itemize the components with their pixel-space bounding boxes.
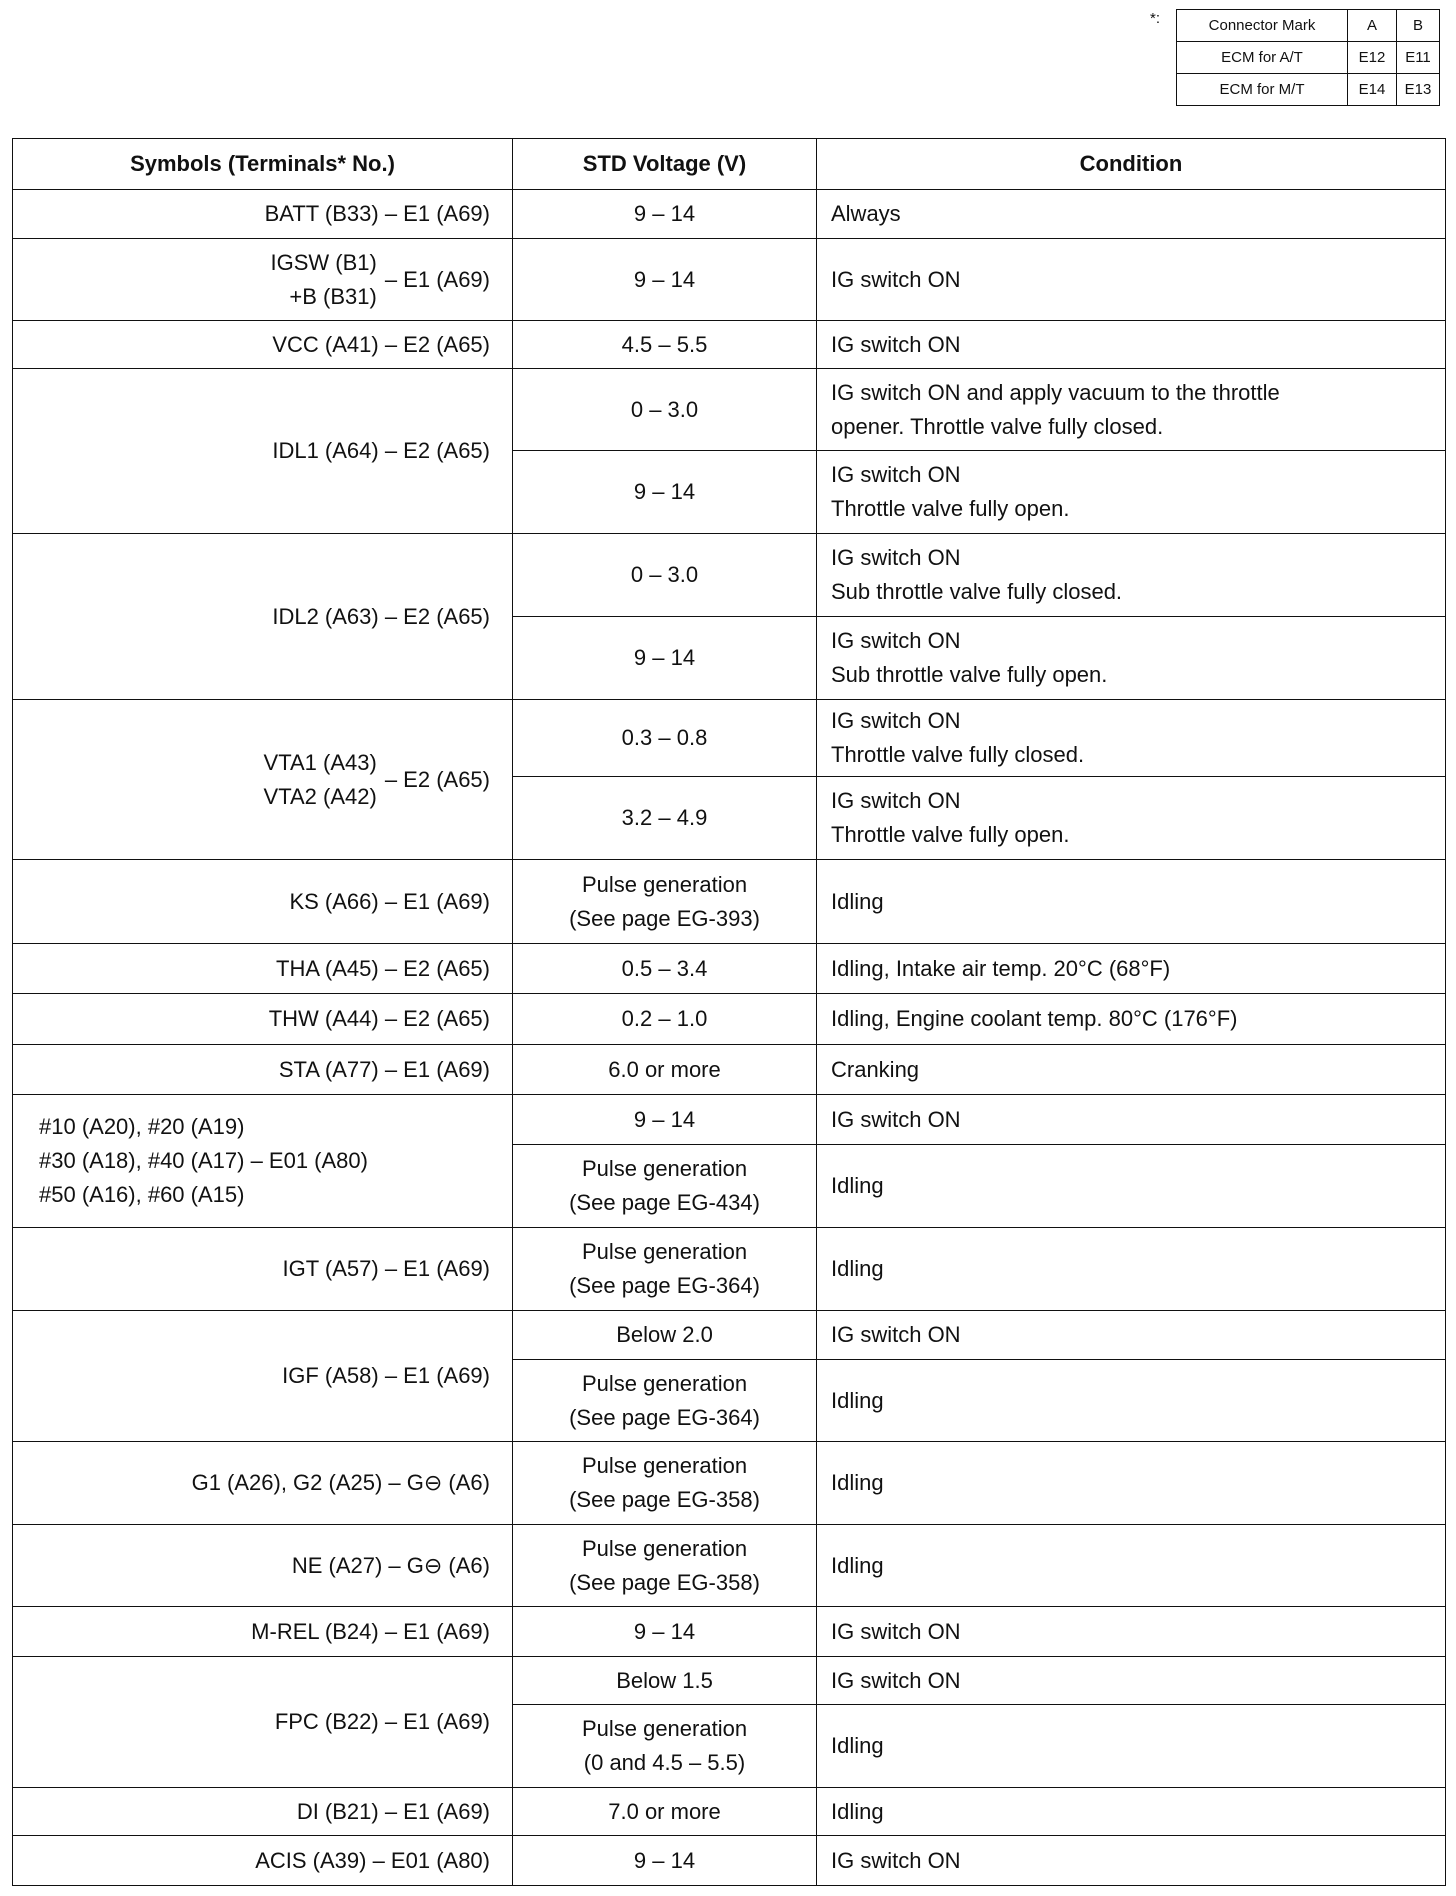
symbol-cell: NE (A27) – G⊖ (A6) [13, 1525, 513, 1607]
symbol-cell: VCC (A41) – E2 (A65) [13, 321, 513, 369]
table-row [13, 534, 1446, 617]
voltage-cell: 0 – 3.0 [513, 369, 817, 451]
connector-header-cell: Connector Mark [1177, 10, 1348, 42]
voltage-line: Pulse generation [581, 871, 748, 897]
voltage-cell: 9 – 14 [513, 1836, 817, 1886]
voltage-cell [513, 1145, 817, 1228]
table-row [13, 1045, 1446, 1095]
condition-line: IG switch ON [831, 462, 961, 487]
voltage-cell: 9 – 14 [513, 617, 817, 700]
table-row [13, 944, 1446, 994]
condition-line: Sub throttle valve fully closed. [831, 579, 1123, 604]
condition-cell: IG switch ON [817, 1607, 1446, 1657]
symbol-tail: – E2 (A65) [384, 766, 490, 792]
table-row [13, 1836, 1446, 1886]
condition-cell: Always [817, 190, 1446, 239]
voltage-line: Pulse generation [581, 1535, 748, 1561]
condition-line: IG switch ON [831, 788, 961, 813]
header-symbols: Symbols (Terminals* No.) [13, 139, 513, 190]
header-condition: Condition [817, 139, 1446, 190]
connector-header-cell: A [1348, 10, 1397, 42]
voltage-line: Pulse generation [581, 1453, 748, 1478]
symbol-cell: IGF (A58) – E1 (A69) [13, 1311, 513, 1442]
voltage-cell: 9 – 14 [513, 239, 817, 321]
connector-cell: ECM for A/T [1177, 42, 1348, 74]
connector-cell: E14 [1348, 74, 1397, 106]
voltage-line: Pulse generation [581, 1716, 748, 1741]
voltage-cell: 0 – 3.0 [513, 534, 817, 617]
connector-mark-table [1176, 9, 1440, 106]
voltage-line: (0 and 4.5 – 5.5) [583, 1750, 746, 1775]
symbol-line: #30 (A18), #40 (A17) – E01 (A80) [39, 1148, 368, 1173]
condition-cell [817, 777, 1446, 860]
table-row [13, 369, 1446, 451]
connector-cell: E12 [1348, 42, 1397, 74]
condition-line: opener. Throttle valve fully closed. [831, 413, 1164, 439]
condition-cell: IG switch ON [817, 1311, 1446, 1360]
condition-line: Sub throttle valve fully open. [831, 662, 1108, 687]
voltage-line: (See page EG-358) [569, 1487, 760, 1512]
voltage-cell [513, 1705, 817, 1788]
condition-cell: Idling [817, 1705, 1446, 1788]
symbol-line: IGSW (B1) [270, 249, 377, 275]
voltage-cell: 4.5 – 5.5 [513, 321, 817, 369]
table-row [13, 1657, 1446, 1705]
condition-line: IG switch ON and apply vacuum to the throttle [831, 379, 1280, 405]
voltage-cell [513, 1360, 817, 1442]
voltage-line: (See page EG-364) [569, 1273, 760, 1298]
connector-cell: E11 [1397, 42, 1440, 74]
voltage-cell: 0.3 – 0.8 [513, 700, 817, 777]
voltage-cell: 9 – 14 [513, 451, 817, 534]
symbol-cell: M-REL (B24) – E1 (A69) [13, 1607, 513, 1657]
symbol-cell: KS (A66) – E1 (A69) [13, 860, 513, 944]
table-row [13, 1788, 1446, 1836]
connector-cell: E13 [1397, 74, 1440, 106]
table-row [13, 700, 1446, 777]
condition-cell: Idling, Intake air temp. 20°C (68°F) [817, 944, 1446, 994]
symbol-cell: THA (A45) – E2 (A65) [13, 944, 513, 994]
table-row [13, 994, 1446, 1045]
voltage-cell: 9 – 14 [513, 1607, 817, 1657]
table-row [13, 860, 1446, 944]
symbol-cell: IDL1 (A64) – E2 (A65) [13, 369, 513, 534]
table-row [13, 321, 1446, 369]
condition-cell: Idling [817, 1442, 1446, 1525]
table-row [13, 1311, 1446, 1360]
condition-cell [817, 369, 1446, 451]
condition-cell: IG switch ON [817, 321, 1446, 369]
symbol-line: VTA2 (A42) [263, 783, 377, 809]
condition-cell: Idling [817, 860, 1446, 944]
condition-line: Throttle valve fully open. [831, 496, 1070, 521]
header-voltage: STD Voltage (V) [513, 139, 817, 190]
symbol-line: VTA1 (A43) [263, 749, 377, 775]
condition-cell [817, 534, 1446, 617]
legend-marker: *: [1150, 10, 1161, 27]
voltage-line: (See page EG-393) [569, 905, 760, 931]
voltage-cell: 3.2 – 4.9 [513, 777, 817, 860]
voltage-cell [513, 1228, 817, 1311]
connector-cell: ECM for M/T [1177, 74, 1348, 106]
symbol-cell [13, 700, 513, 860]
voltage-cell: 0.5 – 3.4 [513, 944, 817, 994]
voltage-line: (See page EG-358) [569, 1569, 760, 1595]
voltage-cell: Below 1.5 [513, 1657, 817, 1705]
table-row [13, 1525, 1446, 1607]
voltage-cell: 9 – 14 [513, 1095, 817, 1145]
connector-row [1177, 74, 1440, 106]
condition-cell: Idling [817, 1228, 1446, 1311]
condition-cell: Idling, Engine coolant temp. 80°C (176°F) [817, 994, 1446, 1045]
condition-line: Throttle valve fully open. [831, 822, 1070, 847]
condition-line: IG switch ON [831, 628, 961, 653]
symbol-line: #50 (A16), #60 (A15) [39, 1182, 245, 1207]
voltage-cell [513, 860, 817, 944]
condition-cell: IG switch ON [817, 1657, 1446, 1705]
symbol-cell: BATT (B33) – E1 (A69) [13, 190, 513, 239]
condition-line: IG switch ON [831, 545, 961, 570]
condition-cell: Idling [817, 1145, 1446, 1228]
voltage-cell: 0.2 – 1.0 [513, 994, 817, 1045]
symbol-cell [13, 1095, 513, 1228]
condition-cell: Idling [817, 1788, 1446, 1836]
symbol-cell: STA (A77) – E1 (A69) [13, 1045, 513, 1095]
voltage-line: Pulse generation [581, 1370, 748, 1396]
voltage-cell: Below 2.0 [513, 1311, 817, 1360]
connector-header-cell: B [1397, 10, 1440, 42]
condition-cell: Idling [817, 1525, 1446, 1607]
ecm-terminal-voltage-table [12, 138, 1446, 1886]
condition-cell [817, 700, 1446, 777]
table-row [13, 1442, 1446, 1525]
symbol-cell: DI (B21) – E1 (A69) [13, 1788, 513, 1836]
symbol-cell: G1 (A26), G2 (A25) – G⊖ (A6) [13, 1442, 513, 1525]
voltage-line: (See page EG-364) [569, 1404, 760, 1430]
symbol-cell: IGT (A57) – E1 (A69) [13, 1228, 513, 1311]
symbol-cell: FPC (B22) – E1 (A69) [13, 1657, 513, 1788]
table-row [13, 190, 1446, 239]
table-header-row [13, 139, 1446, 190]
symbol-cell: ACIS (A39) – E01 (A80) [13, 1836, 513, 1886]
voltage-line: Pulse generation [581, 1239, 748, 1264]
table-row [13, 1607, 1446, 1657]
symbol-cell: THW (A44) – E2 (A65) [13, 994, 513, 1045]
table-row [13, 1228, 1446, 1311]
voltage-cell [513, 1442, 817, 1525]
voltage-cell: 7.0 or more [513, 1788, 817, 1836]
condition-line: IG switch ON [831, 708, 961, 733]
symbol-line: +B (B31) [289, 283, 377, 309]
voltage-cell [513, 1525, 817, 1607]
symbol-cell [13, 239, 513, 321]
connector-row [1177, 42, 1440, 74]
condition-line: Throttle valve fully closed. [831, 742, 1085, 767]
voltage-cell: 6.0 or more [513, 1045, 817, 1095]
voltage-line: Pulse generation [581, 1156, 748, 1181]
condition-cell [817, 617, 1446, 700]
condition-cell [817, 451, 1446, 534]
condition-cell: Cranking [817, 1045, 1446, 1095]
table-row [13, 1095, 1446, 1145]
voltage-cell: 9 – 14 [513, 190, 817, 239]
connector-header-row [1177, 10, 1440, 42]
voltage-line: (See page EG-434) [569, 1190, 760, 1215]
symbol-tail: – E1 (A69) [384, 266, 490, 292]
table-row [13, 239, 1446, 321]
symbol-cell: IDL2 (A63) – E2 (A65) [13, 534, 513, 700]
condition-cell: IG switch ON [817, 1095, 1446, 1145]
condition-cell: IG switch ON [817, 1836, 1446, 1886]
condition-cell: IG switch ON [817, 239, 1446, 321]
condition-cell: Idling [817, 1360, 1446, 1442]
symbol-line: #10 (A20), #20 (A19) [39, 1114, 245, 1139]
